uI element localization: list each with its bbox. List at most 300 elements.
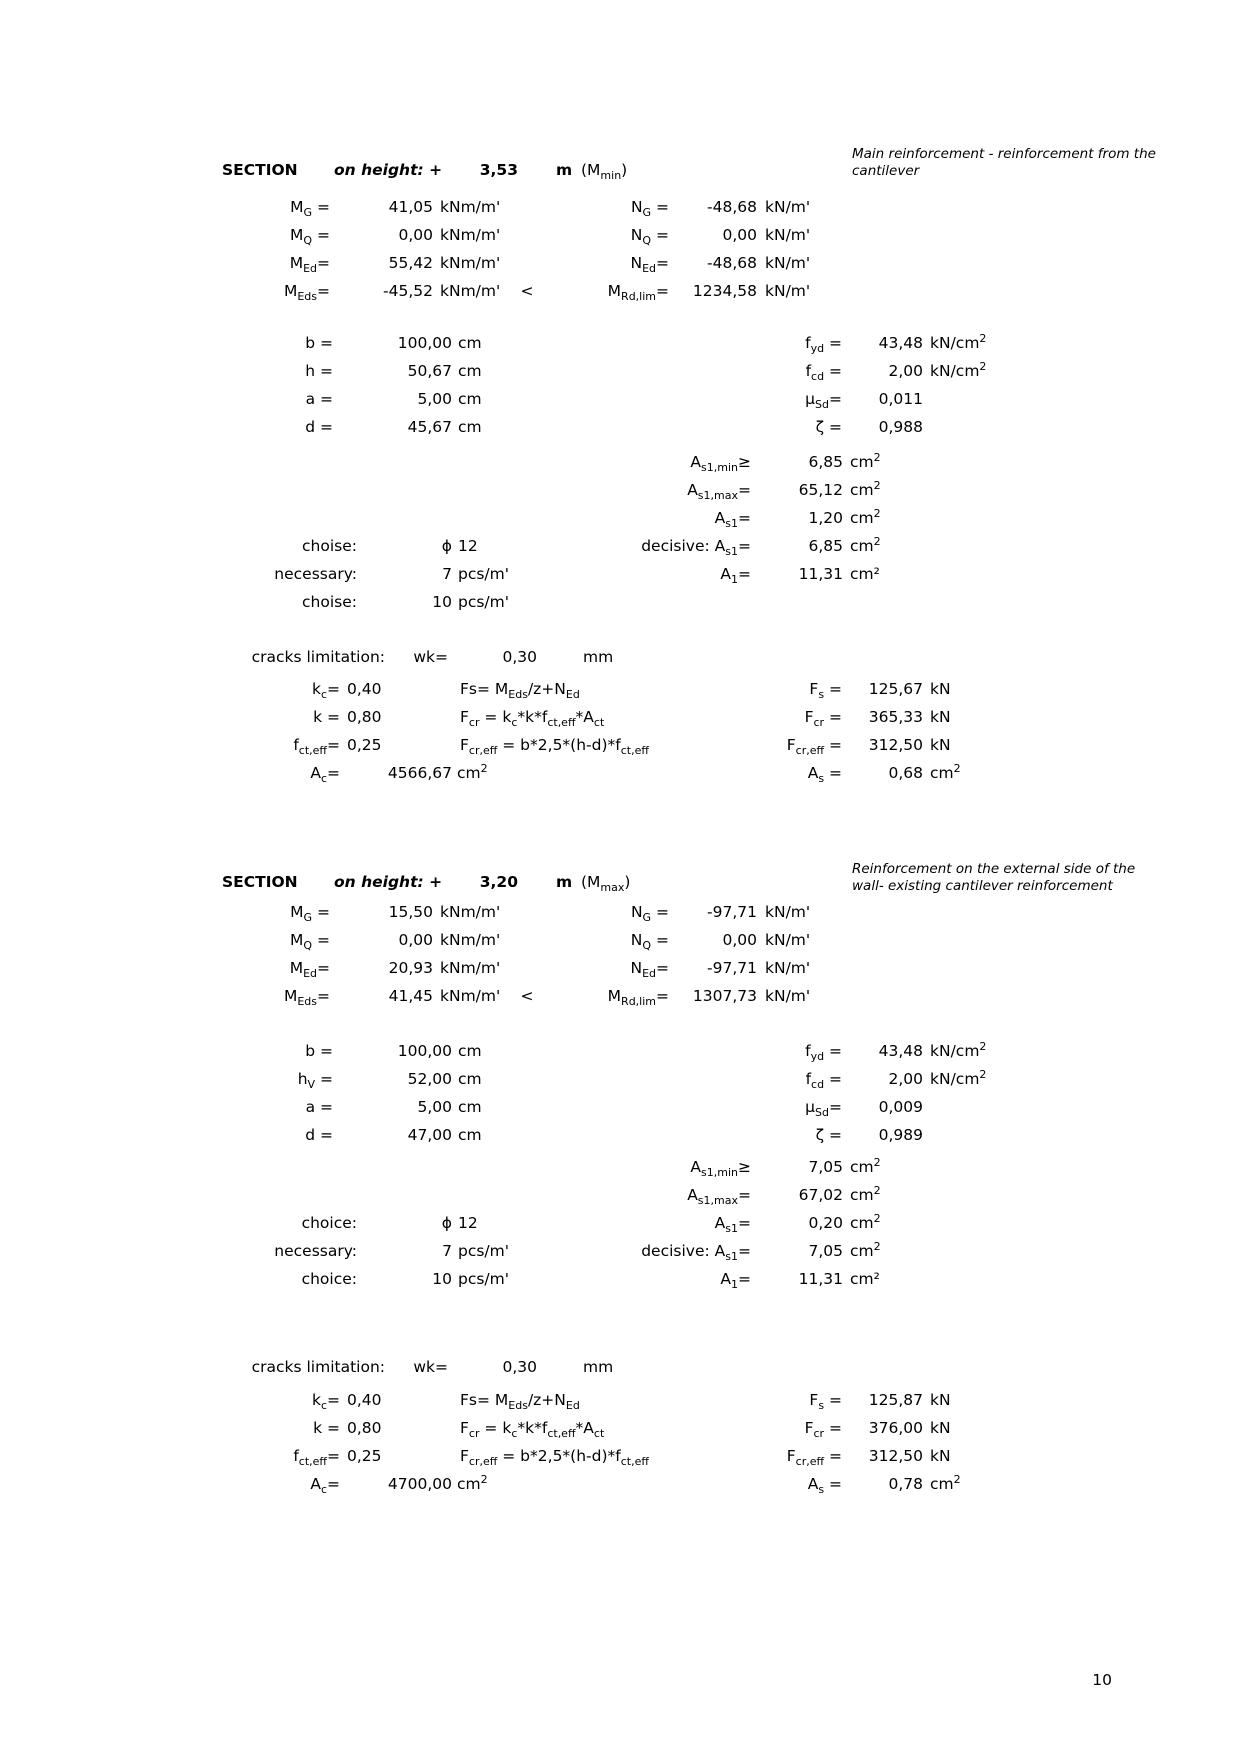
table-row <box>150 982 810 1010</box>
crack-forces-table <box>700 1386 961 1498</box>
geometry-unit: cm <box>458 1098 482 1116</box>
force-value: 125,67 <box>868 680 923 698</box>
n-value: 0,00 <box>722 226 757 244</box>
crack-forces-table <box>700 675 961 787</box>
param-value: 0,25 <box>347 1447 382 1465</box>
area-label: $A_{s1,max}=$ <box>687 1186 751 1208</box>
force-unit: $cm^2$ <box>930 1472 961 1493</box>
material-unit: $kN/cm^2$ <box>930 1039 987 1060</box>
param-label: k = <box>313 1419 340 1437</box>
section-note <box>852 861 1187 895</box>
cracks-limitation-header <box>150 643 613 671</box>
n-unit: kN/m' <box>765 254 811 272</box>
less-than-sign: < <box>520 282 534 300</box>
geometry-label: a = <box>305 390 333 408</box>
material-value: 0,988 <box>878 418 923 436</box>
m-label: $M_{Eds}=$ <box>283 282 330 304</box>
n-value: -48,68 <box>707 254 757 272</box>
material-unit <box>923 1121 930 1149</box>
force-value: 312,50 <box>868 736 923 754</box>
less-than-sign <box>519 954 535 982</box>
force-unit: kN <box>930 1419 951 1437</box>
moment-force-table <box>150 898 810 1010</box>
material-value: 0,989 <box>878 1126 923 1144</box>
material-value: 43,48 <box>878 334 923 352</box>
wk-label: wk= <box>413 1358 448 1376</box>
less-than-sign <box>519 249 535 277</box>
choice-unit: 12 <box>458 537 478 555</box>
bar-choice-table <box>150 532 509 616</box>
table-row <box>600 1181 881 1209</box>
table-row <box>150 926 810 954</box>
table-row <box>600 560 881 588</box>
geometry-label: a = <box>305 1098 333 1116</box>
area-unit: $cm^2$ <box>850 1239 881 1260</box>
choice-unit: pcs/m' <box>458 593 510 611</box>
param-label: $f_{ct,eff}=$ <box>293 1447 340 1469</box>
choice-value: ϕ <box>441 537 452 555</box>
m-value: 0,00 <box>398 226 433 244</box>
force-value: 312,50 <box>868 1447 923 1465</box>
table-row <box>150 675 488 703</box>
ac-value: 4566,67 <box>387 764 452 782</box>
wk-value: 0,30 <box>502 648 537 666</box>
section-note <box>852 146 1187 180</box>
n-unit: kN/m' <box>765 282 811 300</box>
area-unit: $cm^2$ <box>850 1211 881 1232</box>
less-than-sign <box>519 221 535 249</box>
force-value: 0,68 <box>888 764 923 782</box>
table-row <box>700 731 961 759</box>
m-unit: kNm/m' <box>440 226 501 244</box>
table-row <box>700 1065 986 1093</box>
param-value: 0,80 <box>347 708 382 726</box>
choice-unit: pcs/m' <box>458 565 510 583</box>
table-row <box>150 954 810 982</box>
area-label: $A_{s1,min}\ge$ <box>690 1158 751 1180</box>
bar-choice-table <box>150 1209 509 1293</box>
table-row <box>150 1093 482 1121</box>
section-height-value: 3,20 <box>479 873 518 891</box>
material-unit <box>923 1093 930 1121</box>
wk-label: wk= <box>413 648 448 666</box>
force-unit: kN <box>930 1391 951 1409</box>
choice-unit: 12 <box>458 1214 478 1232</box>
m-value: 0,00 <box>398 931 433 949</box>
force-label: $A_s$ = <box>807 1475 842 1497</box>
choice-label: necessary: <box>274 565 357 583</box>
less-than-sign <box>519 193 535 221</box>
table-row <box>150 759 488 787</box>
ac-value: 4700,00 <box>387 1475 452 1493</box>
material-unit: $kN/cm^2$ <box>930 359 987 380</box>
geometry-label: h = <box>305 362 333 380</box>
reinforcement-area-table <box>600 448 881 588</box>
m-label: $M_Q$ = <box>290 226 330 248</box>
table-row <box>700 703 961 731</box>
section-title: SECTION <box>222 873 298 891</box>
table-row <box>460 675 649 703</box>
geometry-unit: cm <box>458 1042 482 1060</box>
table-row <box>150 703 488 731</box>
n-unit: kN/m' <box>765 987 811 1005</box>
choice-unit: pcs/m' <box>458 1270 510 1288</box>
material-table <box>700 329 986 441</box>
section-note-line: Main reinforcement - reinforcement from the <box>852 146 1156 162</box>
force-label: $F_s$ = <box>809 1391 842 1413</box>
section-note-line: cantilever <box>852 163 920 179</box>
less-than-sign <box>519 926 535 954</box>
table-row <box>150 588 509 616</box>
table-row <box>600 504 881 532</box>
wk-unit: mm <box>583 648 614 666</box>
table-row <box>150 277 810 305</box>
param-label: $f_{ct,eff}=$ <box>293 736 340 758</box>
page-number: 10 <box>1092 1671 1112 1689</box>
moment-force-table <box>150 193 810 305</box>
section-height-unit: m <box>556 873 573 891</box>
m-unit: kNm/m' <box>440 987 501 1005</box>
table-row <box>600 448 881 476</box>
area-value: 65,12 <box>798 481 843 499</box>
force-value: 376,00 <box>868 1419 923 1437</box>
cracks-title: cracks limitation: <box>251 1358 385 1376</box>
geometry-value: 47,00 <box>407 1126 452 1144</box>
force-label: $F_{cr,eff}$ = <box>786 736 842 758</box>
n-value: -97,71 <box>707 903 757 921</box>
geometry-label: d = <box>305 418 333 436</box>
table-row <box>700 1442 961 1470</box>
section-height-label: on height: + <box>334 161 443 179</box>
geometry-value: 5,00 <box>417 390 452 408</box>
area-unit: $cm^2$ <box>850 534 881 555</box>
table-row <box>150 1065 482 1093</box>
table-row <box>150 898 810 926</box>
material-label: $f_{cd}$ = <box>805 362 842 384</box>
table-row <box>150 193 810 221</box>
n-value: -48,68 <box>707 198 757 216</box>
m-unit: kNm/m' <box>440 903 501 921</box>
area-value: 7,05 <box>808 1242 843 1260</box>
m-value: 41,05 <box>388 198 433 216</box>
less-than-sign <box>519 898 535 926</box>
less-than-sign: < <box>520 987 534 1005</box>
n-label: $N_G$ = <box>630 903 669 925</box>
choice-label: choise: <box>302 537 357 555</box>
ac-label: $A_c=$ <box>310 1475 340 1497</box>
choice-value: 10 <box>432 593 452 611</box>
force-unit: $cm^2$ <box>930 761 961 782</box>
area-unit: cm² <box>850 565 880 583</box>
table-row <box>150 1037 482 1065</box>
formula: $F_{cr,eff} = b*2,5*(h-d)*f_{ct,eff}$ <box>460 1447 649 1469</box>
n-unit: kN/m' <box>765 226 811 244</box>
material-label: $f_{yd}$ = <box>805 1042 842 1064</box>
material-label: $\mu_{Sd}=$ <box>805 390 842 412</box>
table-row <box>460 1386 649 1414</box>
table-row <box>700 385 986 413</box>
area-label: decisive: $A_{s1}=$ <box>641 1242 751 1264</box>
table-row <box>150 1265 509 1293</box>
param-label: k = <box>313 708 340 726</box>
table-row <box>150 560 509 588</box>
table-row <box>700 1414 961 1442</box>
material-unit <box>923 385 930 413</box>
table-row <box>460 703 649 731</box>
n-label: $N_{Ed}=$ <box>630 254 669 276</box>
section-note-line: Reinforcement on the external side of the <box>852 861 1136 877</box>
area-value: 11,31 <box>798 565 843 583</box>
n-label: $N_G$ = <box>630 198 669 220</box>
m-value: 55,42 <box>388 254 433 272</box>
m-value: 20,93 <box>388 959 433 977</box>
table-row <box>150 1414 488 1442</box>
table-row <box>150 1353 613 1381</box>
ac-unit: $cm^2$ <box>457 761 488 782</box>
material-unit: $kN/cm^2$ <box>930 1067 987 1088</box>
table-row <box>150 731 488 759</box>
geometry-label: b = <box>305 334 333 352</box>
m-value: -45,52 <box>383 282 433 300</box>
section-moment-case: $(M_{min})$ <box>581 161 628 183</box>
ac-label: $A_c=$ <box>310 764 340 786</box>
formula: $F_{cr} = k_c*k*f_{ct,eff}*A_{ct}$ <box>460 708 605 730</box>
area-label: $A_{s1}=$ <box>714 509 751 531</box>
geometry-label: $h_V$ = <box>297 1070 333 1092</box>
m-unit: kNm/m' <box>440 198 501 216</box>
material-label: ζ = <box>815 418 842 436</box>
material-table <box>700 1037 986 1149</box>
table-row <box>600 1209 881 1237</box>
m-unit: kNm/m' <box>440 254 501 272</box>
force-unit: kN <box>930 736 951 754</box>
table-row <box>150 357 482 385</box>
n-label: $N_Q$ = <box>630 931 669 953</box>
material-label: $\mu_{Sd}=$ <box>805 1098 842 1120</box>
force-value: 125,87 <box>868 1391 923 1409</box>
n-unit: kN/m' <box>765 959 811 977</box>
material-value: 0,011 <box>878 390 923 408</box>
n-label: $M_{Rd,lim}=$ <box>607 987 669 1009</box>
section-height-value: 3,53 <box>479 161 518 179</box>
table-row <box>700 1037 986 1065</box>
table-row <box>150 221 810 249</box>
area-label: decisive: $A_{s1}=$ <box>641 537 751 559</box>
section-height-unit: m <box>556 161 573 179</box>
geometry-value: 5,00 <box>417 1098 452 1116</box>
section-moment-case: $(M_{max})$ <box>581 873 631 895</box>
area-unit: $cm^2$ <box>850 478 881 499</box>
table-row <box>150 249 810 277</box>
material-value: 2,00 <box>888 1070 923 1088</box>
param-label: $k_c=$ <box>311 1391 340 1413</box>
table-row <box>150 1209 509 1237</box>
table-row <box>700 675 961 703</box>
table-row <box>150 643 613 671</box>
force-unit: kN <box>930 1447 951 1465</box>
table-row <box>150 532 509 560</box>
param-value: 0,25 <box>347 736 382 754</box>
n-value: 1307,73 <box>692 987 757 1005</box>
table-row <box>700 1386 961 1414</box>
table-row <box>460 1442 649 1470</box>
geometry-value: 100,00 <box>397 1042 452 1060</box>
force-label: $F_{cr,eff}$ = <box>786 1447 842 1469</box>
choice-value: ϕ <box>441 1214 452 1232</box>
table-row <box>150 413 482 441</box>
crack-params-table <box>150 1386 488 1498</box>
area-value: 67,02 <box>798 1186 843 1204</box>
area-unit: $cm^2$ <box>850 1183 881 1204</box>
n-label: $M_{Rd,lim}=$ <box>607 282 669 304</box>
param-value: 0,80 <box>347 1419 382 1437</box>
force-value: 365,33 <box>868 708 923 726</box>
n-value: 1234,58 <box>692 282 757 300</box>
force-unit: kN <box>930 708 951 726</box>
table-row <box>700 759 961 787</box>
n-unit: kN/m' <box>765 903 811 921</box>
table-row <box>700 1093 986 1121</box>
table-row <box>600 476 881 504</box>
choice-value: 7 <box>442 565 452 583</box>
geometry-unit: cm <box>458 1070 482 1088</box>
force-value: 0,78 <box>888 1475 923 1493</box>
area-unit: $cm^2$ <box>850 450 881 471</box>
area-label: $A_{s1}=$ <box>714 1214 751 1236</box>
table-row <box>600 1153 881 1181</box>
material-label: $f_{cd}$ = <box>805 1070 842 1092</box>
param-value: 0,40 <box>347 1391 382 1409</box>
choice-unit: pcs/m' <box>458 1242 510 1260</box>
m-label: $M_G$ = <box>290 198 330 220</box>
choice-label: choise: <box>302 593 357 611</box>
formula: $Fs= M_{Eds}/z+N_{Ed}$ <box>460 1391 580 1413</box>
table-row <box>460 731 649 759</box>
area-label: $A_{s1,max}=$ <box>687 481 751 503</box>
table-row <box>150 1386 488 1414</box>
m-unit: kNm/m' <box>440 282 501 300</box>
wk-unit: mm <box>583 1358 614 1376</box>
formula: $F_{cr} = k_c*k*f_{ct,eff}*A_{ct}$ <box>460 1419 605 1441</box>
material-value: 2,00 <box>888 362 923 380</box>
table-row <box>150 1121 482 1149</box>
m-label: $M_{Eds}=$ <box>283 987 330 1009</box>
formula: $Fs= M_{Eds}/z+N_{Ed}$ <box>460 680 580 702</box>
crack-formulas <box>460 675 649 759</box>
force-label: $F_{cr}$ = <box>804 1419 842 1441</box>
table-row <box>600 532 881 560</box>
table-row <box>460 1414 649 1442</box>
section-note-line: wall- existing cantilever reinforcement <box>852 878 1113 894</box>
material-label: $f_{yd}$ = <box>805 334 842 356</box>
geometry-label: d = <box>305 1126 333 1144</box>
table-row <box>700 329 986 357</box>
table-row <box>600 1265 881 1293</box>
cracks-title: cracks limitation: <box>251 648 385 666</box>
choice-label: choice: <box>301 1270 357 1288</box>
section-title: SECTION <box>222 161 298 179</box>
geometry-value: 50,67 <box>407 362 452 380</box>
geometry-value: 100,00 <box>397 334 452 352</box>
table-row <box>150 1237 509 1265</box>
area-unit: cm² <box>850 1270 880 1288</box>
material-value: 0,009 <box>878 1098 923 1116</box>
area-label: $A_1=$ <box>720 1270 751 1292</box>
m-value: 41,45 <box>388 987 433 1005</box>
ac-unit: $cm^2$ <box>457 1472 488 1493</box>
m-value: 15,50 <box>388 903 433 921</box>
geometry-table <box>150 1037 482 1149</box>
geometry-unit: cm <box>458 418 482 436</box>
material-label: ζ = <box>815 1126 842 1144</box>
wk-value: 0,30 <box>502 1358 537 1376</box>
m-label: $M_G$ = <box>290 903 330 925</box>
force-label: $F_s$ = <box>809 680 842 702</box>
area-value: 6,85 <box>808 453 843 471</box>
table-row <box>150 1470 488 1498</box>
cracks-limitation-header <box>150 1353 613 1381</box>
n-label: $N_{Ed}=$ <box>630 959 669 981</box>
table-row <box>600 1237 881 1265</box>
area-value: 0,20 <box>808 1214 843 1232</box>
table-row <box>150 329 482 357</box>
reinforcement-area-table <box>600 1153 881 1293</box>
force-unit: kN <box>930 680 951 698</box>
area-label: $A_1=$ <box>720 565 751 587</box>
m-unit: kNm/m' <box>440 931 501 949</box>
area-label: $A_{s1,min}\ge$ <box>690 453 751 475</box>
area-value: 1,20 <box>808 509 843 527</box>
force-label: $F_{cr}$ = <box>804 708 842 730</box>
material-unit: $kN/cm^2$ <box>930 331 987 352</box>
table-row <box>700 1470 961 1498</box>
table-row <box>700 357 986 385</box>
geometry-table <box>150 329 482 441</box>
n-unit: kN/m' <box>765 931 811 949</box>
geometry-unit: cm <box>458 1126 482 1144</box>
table-row <box>150 1442 488 1470</box>
geometry-value: 52,00 <box>407 1070 452 1088</box>
m-label: $M_{Ed}=$ <box>289 959 330 981</box>
area-unit: $cm^2$ <box>850 506 881 527</box>
section-height-label: on height: + <box>334 873 443 891</box>
geometry-value: 45,67 <box>407 418 452 436</box>
geometry-unit: cm <box>458 334 482 352</box>
crack-formulas <box>460 1386 649 1470</box>
area-value: 7,05 <box>808 1158 843 1176</box>
m-unit: kNm/m' <box>440 959 501 977</box>
choice-value: 10 <box>432 1270 452 1288</box>
area-unit: $cm^2$ <box>850 1155 881 1176</box>
n-value: 0,00 <box>722 931 757 949</box>
table-row <box>150 385 482 413</box>
table-row <box>700 413 986 441</box>
m-label: $M_{Ed}=$ <box>289 254 330 276</box>
force-label: $A_s$ = <box>807 764 842 786</box>
n-label: $N_Q$ = <box>630 226 669 248</box>
material-unit <box>923 413 930 441</box>
choice-label: necessary: <box>274 1242 357 1260</box>
choice-label: choice: <box>301 1214 357 1232</box>
geometry-label: b = <box>305 1042 333 1060</box>
crack-params-table <box>150 675 488 787</box>
material-value: 43,48 <box>878 1042 923 1060</box>
n-unit: kN/m' <box>765 198 811 216</box>
area-value: 11,31 <box>798 1270 843 1288</box>
param-label: $k_c=$ <box>311 680 340 702</box>
geometry-unit: cm <box>458 390 482 408</box>
m-label: $M_Q$ = <box>290 931 330 953</box>
